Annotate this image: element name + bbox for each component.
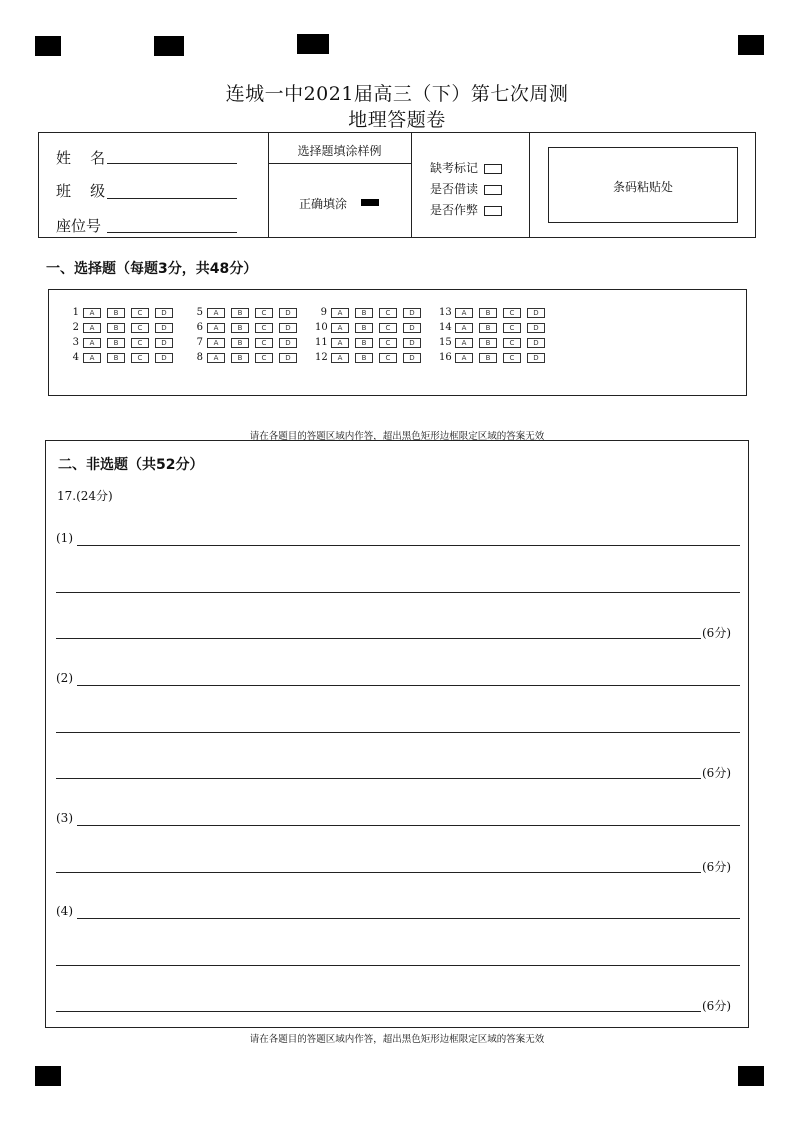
answer-line[interactable] [77, 918, 740, 919]
choice-question [315, 307, 427, 319]
correct-fill-label: 正确填涂 [299, 197, 348, 211]
page-title: 连城一中2021届高三（下）第七次周测 [225, 83, 569, 105]
option-bubble[interactable]: C [503, 353, 521, 363]
option-bubble[interactable]: C [131, 308, 149, 318]
cheating-mark[interactable] [430, 201, 502, 218]
part-3-score: (6分) [702, 860, 731, 874]
option-bubble[interactable]: A [207, 353, 225, 363]
option-bubble[interactable]: B [231, 308, 249, 318]
question-number: 4 [72, 352, 79, 363]
option-bubble[interactable]: B [479, 353, 497, 363]
option-bubble[interactable]: B [479, 338, 497, 348]
answer-line[interactable] [56, 592, 740, 593]
option-bubble[interactable]: C [131, 338, 149, 348]
option-bubble[interactable]: D [279, 338, 297, 348]
option-bubble[interactable]: B [107, 308, 125, 318]
option-bubble[interactable]: A [455, 323, 473, 333]
option-bubble[interactable]: C [131, 353, 149, 363]
choice-question [439, 322, 551, 334]
option-bubble[interactable]: C [255, 353, 273, 363]
question-number: 3 [72, 337, 79, 348]
alignment-marker [738, 35, 764, 55]
answer-notice: 请在各题目的答题区域内作答，超出黑色矩形边框限定区域的答案无效 [249, 431, 545, 442]
option-bubble[interactable]: D [403, 353, 421, 363]
choice-question [67, 337, 179, 349]
choice-question [439, 352, 551, 364]
question-number: 12 [315, 352, 328, 363]
option-bubble[interactable]: C [503, 308, 521, 318]
option-bubble[interactable]: C [379, 323, 397, 333]
page-subtitle: 地理答题卷 [348, 109, 446, 131]
name-field[interactable] [107, 163, 237, 164]
barcode-area [548, 147, 738, 223]
option-bubble[interactable]: A [83, 323, 101, 333]
answer-line[interactable] [77, 825, 740, 826]
part-2-label: (2) [56, 671, 73, 685]
answer-notice-bottom: 请在各题目的答题区域内作答，超出黑色矩形边框限定区域的答案无效 [249, 1034, 545, 1045]
answer-line[interactable] [56, 732, 740, 733]
alignment-marker [35, 1066, 61, 1086]
part-1-label: (1) [56, 531, 73, 545]
option-bubble[interactable]: D [155, 323, 173, 333]
question-number: 14 [439, 322, 452, 333]
choice-question [315, 322, 427, 334]
answer-line[interactable] [77, 685, 740, 686]
choice-question [67, 352, 179, 364]
option-bubble[interactable]: A [455, 353, 473, 363]
option-bubble[interactable]: A [331, 338, 349, 348]
cheating-checkbox[interactable] [484, 206, 502, 216]
option-bubble[interactable]: C [503, 323, 521, 333]
option-bubble[interactable]: A [207, 338, 225, 348]
option-bubble[interactable]: D [279, 353, 297, 363]
option-bubble[interactable]: D [279, 323, 297, 333]
question-number: 2 [72, 322, 79, 333]
class-field[interactable] [107, 198, 237, 199]
option-bubble[interactable]: B [355, 353, 373, 363]
non-choice-answer-box [45, 440, 749, 1028]
part-2-score: (6分) [702, 766, 731, 780]
answer-line[interactable] [56, 965, 740, 966]
option-bubble[interactable]: C [379, 338, 397, 348]
barcode-label: 条码粘贴处 [612, 180, 673, 194]
choice-question [439, 337, 551, 349]
header-table [38, 132, 756, 238]
option-bubble[interactable]: B [355, 308, 373, 318]
question-number: 13 [439, 307, 452, 318]
filled-sample-mark [361, 199, 379, 206]
question-17-label: 17.(24分) [57, 489, 113, 503]
section1-title: 一、选择题（每题3分，共48分） [46, 261, 258, 277]
class-label: 班 级 [56, 182, 106, 200]
option-bubble[interactable]: A [455, 308, 473, 318]
alignment-marker [35, 36, 61, 56]
alignment-marker [738, 1066, 764, 1086]
option-bubble[interactable]: A [331, 323, 349, 333]
option-bubble[interactable]: C [255, 323, 273, 333]
answer-line[interactable] [56, 872, 701, 873]
question-number: 9 [320, 307, 327, 318]
option-bubble[interactable]: B [231, 323, 249, 333]
option-bubble[interactable]: A [331, 353, 349, 363]
option-bubble[interactable]: B [107, 323, 125, 333]
option-bubble[interactable]: A [207, 308, 225, 318]
name-label: 姓 名 [56, 149, 106, 167]
option-bubble[interactable]: D [279, 308, 297, 318]
question-number: 5 [196, 307, 203, 318]
option-bubble[interactable]: A [83, 353, 101, 363]
question-number: 16 [439, 352, 452, 363]
option-bubble[interactable]: B [107, 338, 125, 348]
choice-question [191, 352, 303, 364]
option-bubble[interactable]: D [527, 323, 545, 333]
option-bubble[interactable]: B [479, 323, 497, 333]
transient-checkbox[interactable] [484, 185, 502, 195]
choice-question [67, 322, 179, 334]
option-bubble[interactable]: B [231, 338, 249, 348]
option-bubble[interactable]: B [355, 338, 373, 348]
choice-question [315, 352, 427, 364]
seat-field[interactable] [107, 232, 237, 233]
section2-title: 二、非选题（共52分） [58, 457, 204, 473]
question-number: 10 [315, 322, 328, 333]
option-bubble[interactable]: A [331, 308, 349, 318]
choice-question [315, 337, 427, 349]
option-bubble[interactable]: B [479, 308, 497, 318]
part-4-label: (4) [56, 904, 73, 918]
part-3-label: (3) [56, 811, 73, 825]
cheating-mark-label: 是否作弊 [430, 203, 479, 217]
option-bubble[interactable]: B [355, 323, 373, 333]
answer-line[interactable] [56, 638, 701, 639]
transient-mark[interactable] [430, 180, 502, 197]
question-number: 1 [72, 307, 79, 318]
absent-mark[interactable] [430, 159, 502, 176]
question-number: 6 [196, 322, 203, 333]
option-bubble[interactable]: D [155, 308, 173, 318]
option-bubble[interactable]: C [503, 338, 521, 348]
option-bubble[interactable]: A [83, 308, 101, 318]
option-bubble[interactable]: D [527, 338, 545, 348]
option-bubble[interactable]: B [107, 353, 125, 363]
alignment-marker [297, 34, 329, 54]
option-bubble[interactable]: D [527, 308, 545, 318]
question-number: 7 [196, 337, 203, 348]
choice-question [191, 322, 303, 334]
option-bubble[interactable]: D [155, 353, 173, 363]
choice-question [191, 337, 303, 349]
option-bubble[interactable]: A [455, 338, 473, 348]
question-number: 11 [315, 337, 328, 348]
option-bubble[interactable]: C [255, 308, 273, 318]
choice-question [439, 307, 551, 319]
question-number: 8 [196, 352, 203, 363]
option-bubble[interactable]: A [207, 323, 225, 333]
part-4-score: (6分) [702, 999, 731, 1013]
option-bubble[interactable]: C [131, 323, 149, 333]
answer-line[interactable] [56, 778, 701, 779]
option-bubble[interactable]: C [379, 353, 397, 363]
seat-label: 座位号 [56, 217, 102, 235]
choice-answer-box [48, 289, 747, 396]
part-1-score: (6分) [702, 626, 731, 640]
alignment-marker [154, 36, 184, 56]
option-bubble[interactable]: D [403, 308, 421, 318]
choice-question [67, 307, 179, 319]
question-number: 15 [439, 337, 452, 348]
option-bubble[interactable]: B [231, 353, 249, 363]
choice-question [191, 307, 303, 319]
fill-example-title: 选择题填涂样例 [297, 144, 382, 158]
answer-line[interactable] [56, 1011, 701, 1012]
transient-mark-label: 是否借读 [430, 182, 479, 196]
option-bubble[interactable]: D [403, 338, 421, 348]
option-bubble[interactable]: D [403, 323, 421, 333]
option-bubble[interactable]: A [83, 338, 101, 348]
absent-mark-label: 缺考标记 [430, 161, 479, 175]
option-bubble[interactable]: C [379, 308, 397, 318]
absent-checkbox[interactable] [484, 164, 502, 174]
option-bubble[interactable]: D [155, 338, 173, 348]
option-bubble[interactable]: C [255, 338, 273, 348]
answer-line[interactable] [77, 545, 740, 546]
option-bubble[interactable]: D [527, 353, 545, 363]
